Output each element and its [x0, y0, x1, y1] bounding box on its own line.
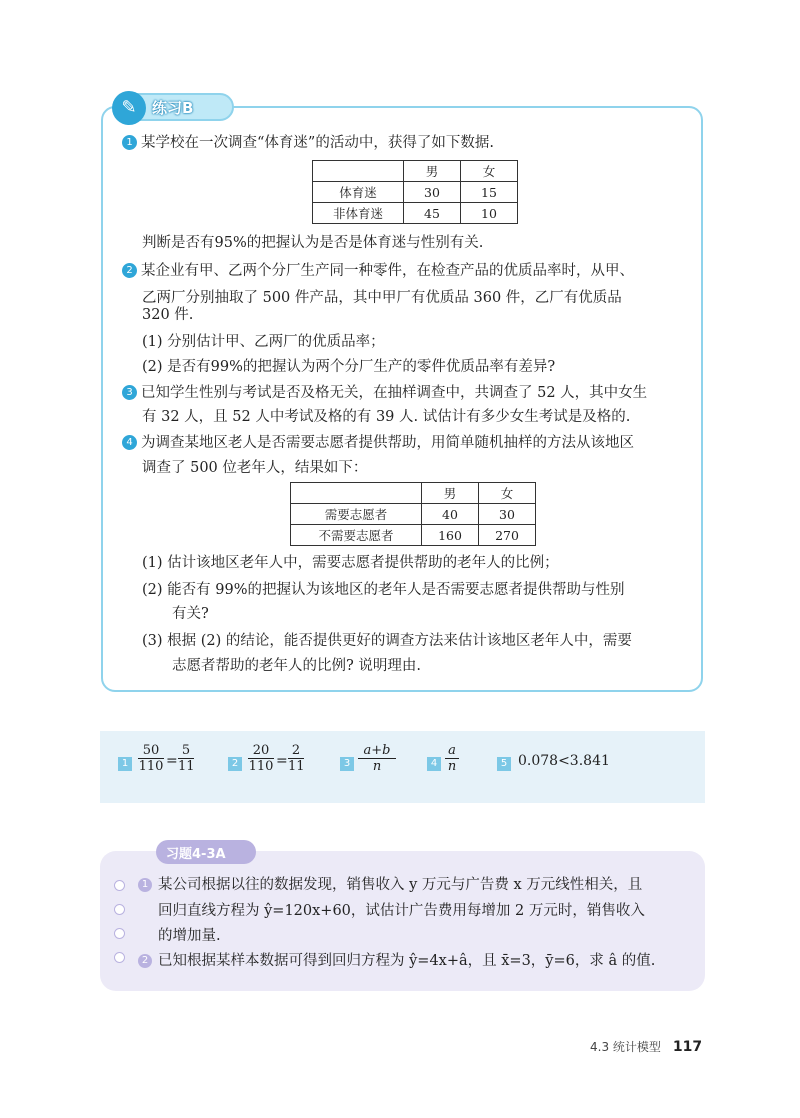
practice-q1 — [122, 133, 494, 153]
practice-b-title: 练习B — [152, 99, 194, 117]
section-label: 4.3 统计模型 — [590, 1040, 661, 1054]
binder-ring-icon — [114, 928, 125, 939]
practice-q2 — [122, 261, 634, 281]
answer-5-text: 0.078<3.841 — [518, 753, 610, 769]
practice-q4-sub: (3) 根据 (2) 的结论，能否提供更好的调查方法来估计该地区老年人中，需要 — [142, 633, 632, 649]
practice-q2-line: 乙两厂分别抽取了 500 件产品，其中甲厂有优质品 360 件，乙厂有优质品 — [142, 290, 622, 306]
answer-3-fraction — [358, 743, 396, 774]
volunteer-table — [290, 482, 536, 546]
answer-number-4: 4 — [427, 757, 441, 771]
table-cell: 需要志愿者 — [291, 504, 422, 525]
practice-q3-line: 已知学生性别与考试是否及格无关，在抽样调查中，共调查了 52 人，其中女生 — [141, 385, 648, 401]
table-cell: 非体育迷 — [313, 203, 404, 224]
exercise-number-1: 1 — [138, 878, 152, 892]
question-number-4: 4 — [122, 435, 137, 450]
page-footer — [590, 1038, 702, 1055]
table-cell: 45 — [404, 203, 461, 224]
table-cell: 270 — [479, 525, 536, 546]
practice-q4-sub: (2) 能否有 99%的把握认为该地区的老年人是否需要志愿者提供帮助与性别 — [142, 582, 625, 598]
table-header-cell — [291, 483, 422, 504]
answer-1-fraction-b — [178, 743, 194, 774]
practice-q3-line: 有 32 人，且 52 人中考试及格的有 39 人. 试估计有多少女生考试是及格的. — [142, 409, 631, 425]
answer-number-1: 1 — [118, 757, 132, 771]
table-header-cell — [313, 161, 404, 182]
table-row — [313, 182, 518, 203]
practice-q4-sub: (1) 估计该地区老年人中，需要志愿者提供帮助的老年人的比例； — [142, 555, 559, 571]
practice-q1-text: 某学校在一次调查“体育迷”的活动中，获得了如下数据. — [141, 135, 494, 151]
table-header-cell: 女 — [479, 483, 536, 504]
denominator: 110 — [248, 759, 274, 774]
numerator: 50 — [142, 743, 160, 758]
answer-number-5: 5 — [497, 757, 511, 771]
answer-number-3: 3 — [340, 757, 354, 771]
practice-q4-line: 为调查某地区老人是否需要志愿者提供帮助，用简单随机抽样的方法从该地区 — [141, 435, 634, 451]
denominator: 11 — [288, 759, 305, 774]
page-number: 117 — [672, 1039, 703, 1055]
exercise-q2-text: 已知根据某样本数据可得到回归方程为 ŷ=4x+â，且 x̄=3，ȳ=6，求 â 的值. — [158, 953, 656, 969]
exercise-q2 — [138, 951, 655, 971]
practice-q2-line: 320 件. — [142, 307, 194, 323]
table-header-cell: 男 — [404, 161, 461, 182]
table-row — [291, 504, 536, 525]
numerator: 2 — [291, 743, 301, 758]
exercise-number-2: 2 — [138, 954, 152, 968]
practice-q4 — [122, 433, 634, 453]
denominator: n — [358, 758, 396, 774]
equals-sign: = — [276, 753, 288, 769]
binder-ring-icon — [114, 904, 125, 915]
question-number-3: 3 — [122, 385, 137, 400]
exercise-q1-line: 某公司根据以往的数据发现，销售收入 y 万元与广告费 x 万元线性相关，且 — [158, 877, 643, 893]
numerator: 5 — [181, 743, 191, 758]
question-number-1: 1 — [122, 135, 137, 150]
exercise-q1-line: 回归直线方程为 ŷ=120x+60，试估计广告费用每增加 2 万元时，销售收入 — [158, 903, 645, 919]
table-header-cell: 女 — [461, 161, 518, 182]
answer-number-2: 2 — [228, 757, 242, 771]
binder-ring-icon — [114, 880, 125, 891]
table-row — [291, 525, 536, 546]
practice-q1-after: 判断是否有95%的把握认为是否是体育迷与性别有关. — [142, 235, 484, 251]
numerator: a — [448, 743, 456, 758]
practice-b-tab — [116, 93, 234, 121]
numerator: 20 — [252, 743, 270, 758]
exercise-q1-line: 的增加量. — [158, 928, 221, 944]
table-cell: 10 — [461, 203, 518, 224]
practice-q2-line: 某企业有甲、乙两个分厂生产同一种零件，在检查产品的优质品率时，从甲、 — [141, 263, 634, 279]
exercise-tab — [156, 840, 256, 864]
equals-sign: = — [166, 753, 178, 769]
question-number-2: 2 — [122, 263, 137, 278]
practice-q3 — [122, 383, 647, 403]
numerator: a+b — [363, 743, 391, 758]
denominator: 11 — [178, 759, 195, 774]
pencil-icon: ✎ — [112, 91, 146, 125]
practice-q2-sub: (1) 分别估计甲、乙两厂的优质品率； — [142, 334, 385, 350]
practice-q4-sub: 志愿者帮助的老年人的比例? 说明理由. — [172, 658, 421, 674]
practice-q4-sub: 有关? — [172, 606, 209, 622]
exercise-q1 — [138, 875, 642, 895]
table-cell: 体育迷 — [313, 182, 404, 203]
exercise-title: 习题4-3A — [166, 847, 226, 862]
binder-ring-icon — [114, 952, 125, 963]
answer-1-fraction-a — [138, 743, 164, 774]
table-cell: 不需要志愿者 — [291, 525, 422, 546]
answer-4-fraction — [445, 743, 459, 774]
table-row — [313, 203, 518, 224]
table-cell: 40 — [422, 504, 479, 525]
table-cell: 30 — [404, 182, 461, 203]
practice-q4-line: 调查了 500 位老年人，结果如下： — [142, 460, 368, 476]
practice-q2-sub: (2) 是否有99%的把握认为两个分厂生产的零件优质品率有差异? — [142, 359, 556, 375]
table-cell: 160 — [422, 525, 479, 546]
table-cell: 30 — [479, 504, 536, 525]
sports-fan-table — [312, 160, 518, 224]
answer-2-fraction-a — [248, 743, 274, 774]
answer-2-fraction-b — [288, 743, 304, 774]
table-header-cell: 男 — [422, 483, 479, 504]
table-cell: 15 — [461, 182, 518, 203]
denominator: 110 — [138, 759, 164, 774]
denominator: n — [445, 758, 459, 774]
